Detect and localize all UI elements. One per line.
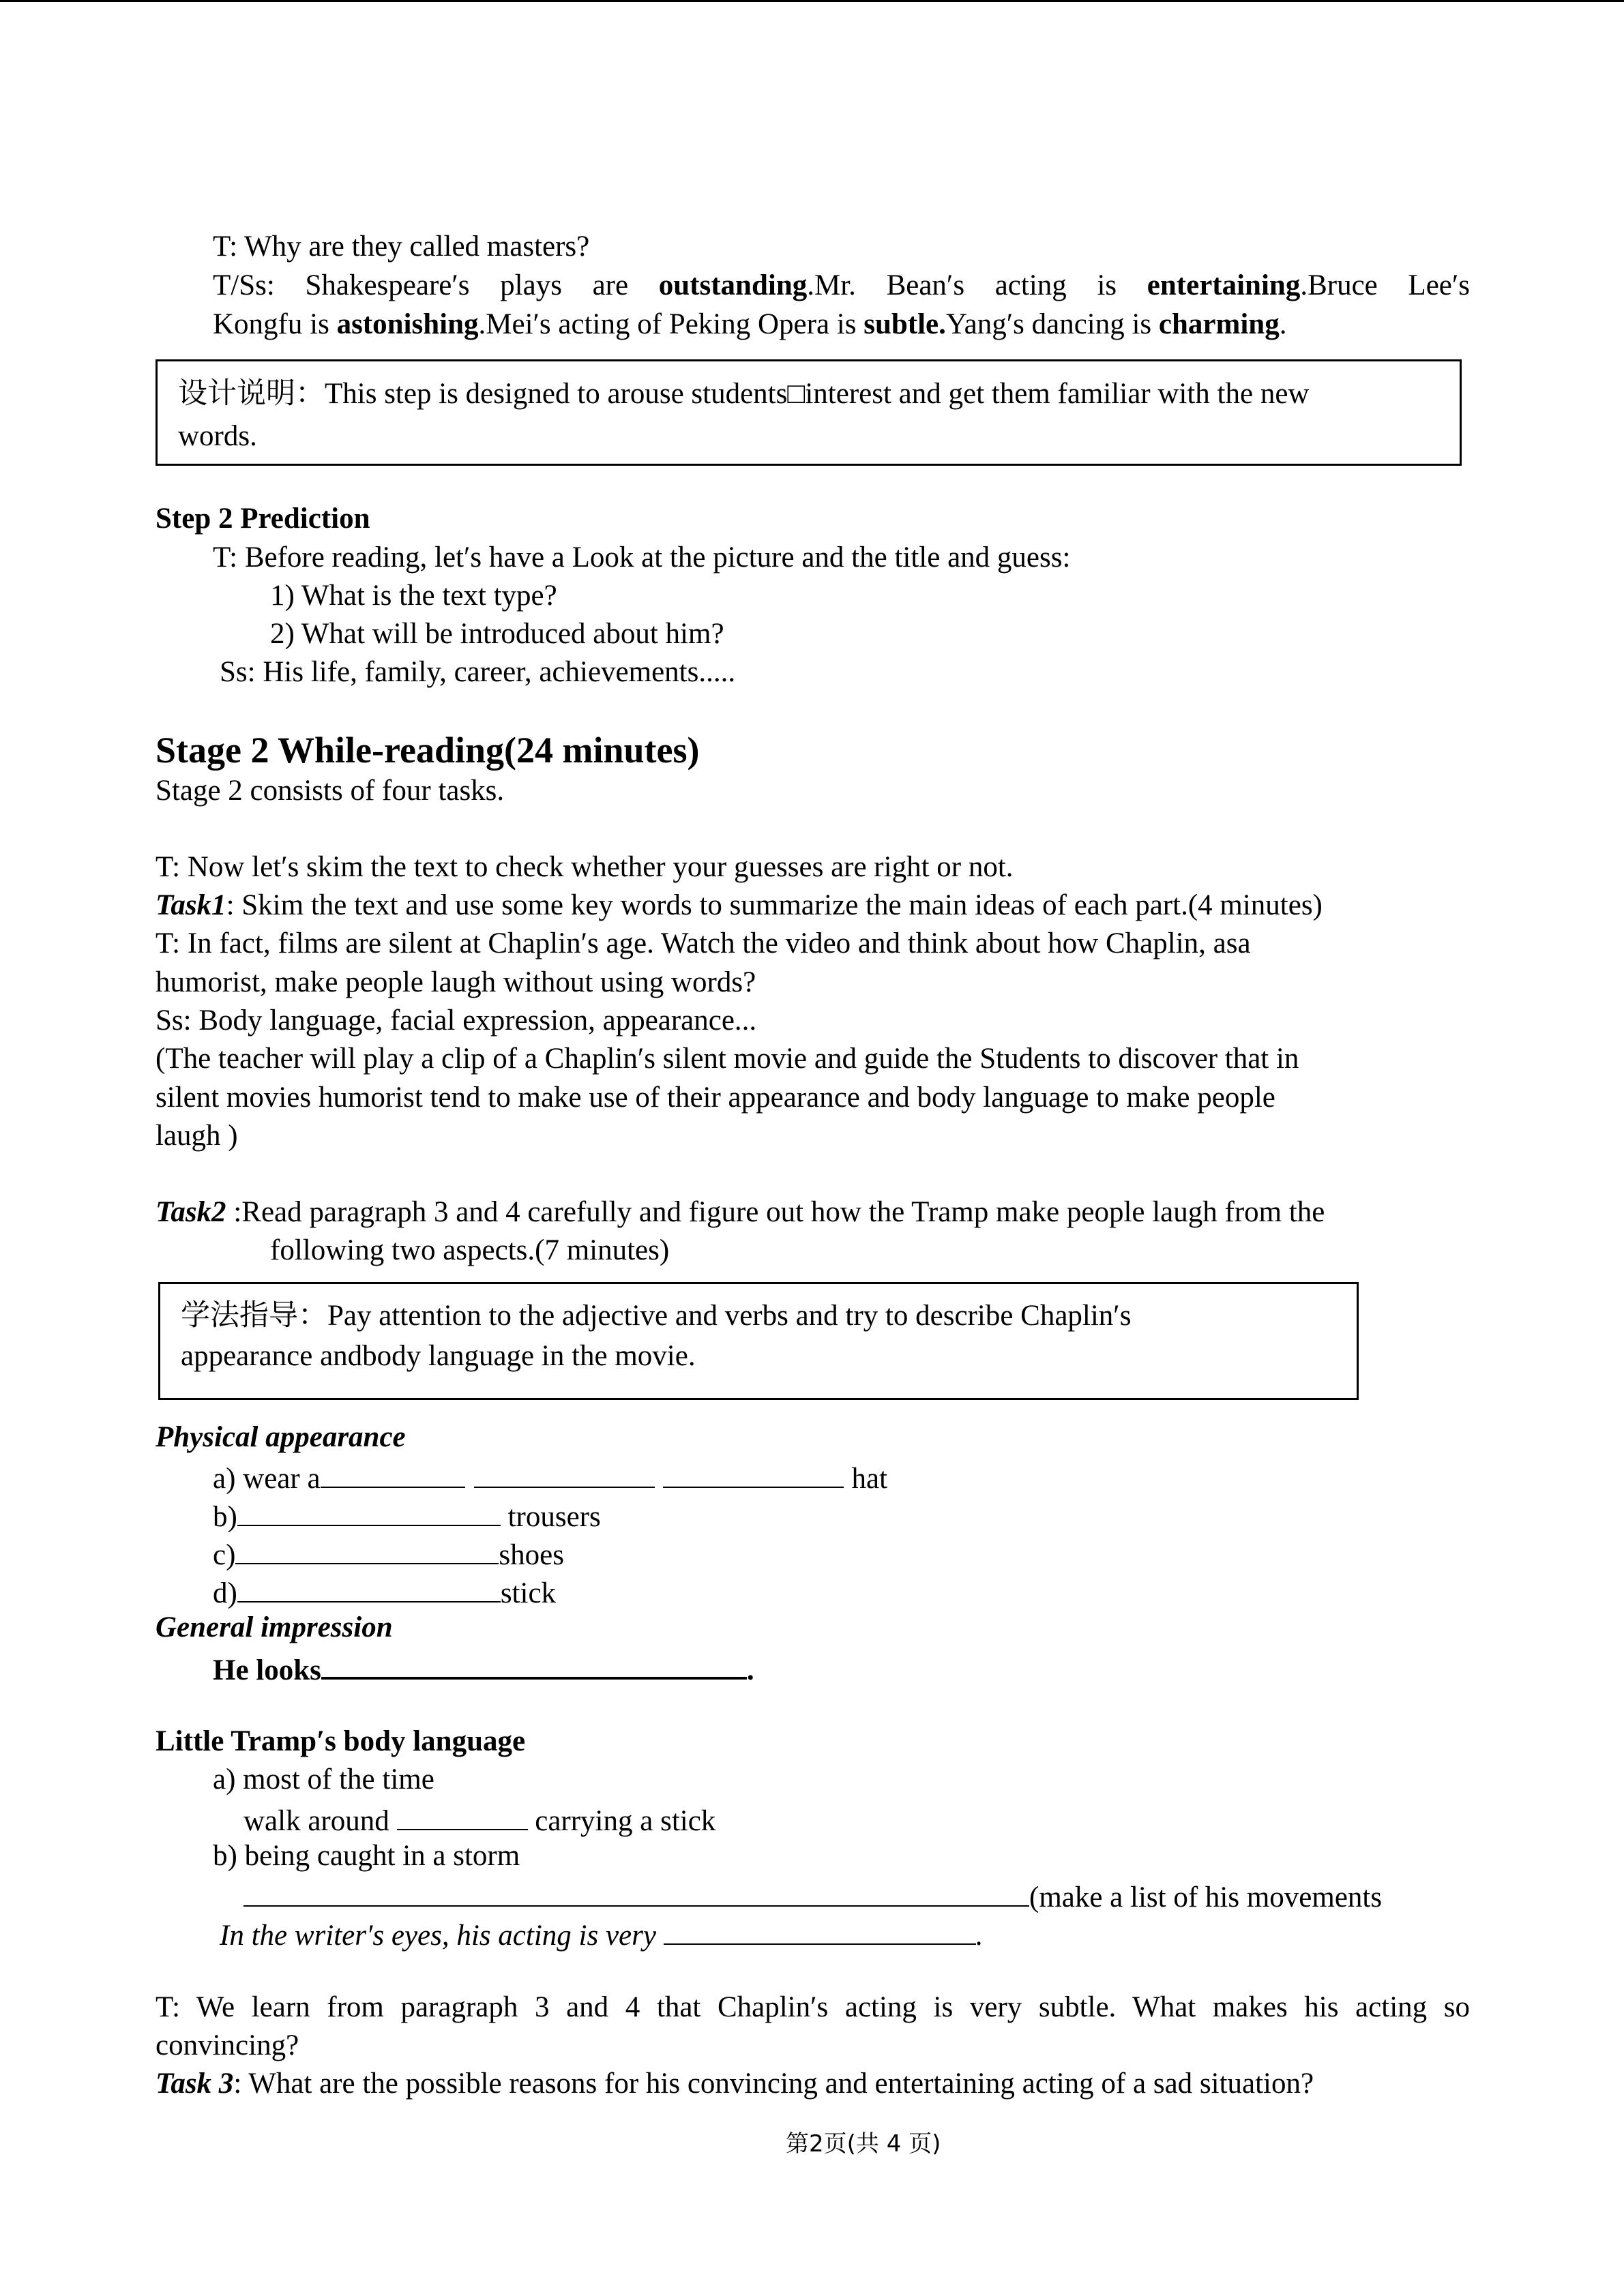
appearance-item-b: b) trousers: [213, 1499, 601, 1532]
appearance-item-c: c) shoes: [213, 1537, 564, 1570]
method-note-line2: appearance andbody language in the movie.: [181, 1340, 696, 1372]
page-footer: 第2页(共 4 页): [786, 2130, 941, 2158]
blank-movements[interactable]: [243, 1879, 1029, 1907]
task2-label: Task2: [156, 1196, 226, 1228]
task2-line: Task2 :Read paragraph 3 and 4 carefully and figure out how the Tramp make people laugh from the: [156, 1196, 1325, 1228]
body-language-walk-line: walk around carrying a stick: [243, 1803, 715, 1836]
step2-question-2: 2) What will be introduced about him?: [270, 618, 724, 650]
blank-writer[interactable]: [664, 1918, 976, 1945]
blank-a3[interactable]: [663, 1461, 844, 1488]
general-impression-heading: General impression: [156, 1611, 393, 1643]
blank-a2[interactable]: [474, 1461, 655, 1488]
step2-question-1: 1) What is the text type?: [270, 580, 557, 612]
step2-heading: Step 2 Prediction: [156, 503, 370, 535]
design-note-box: [156, 359, 1462, 466]
blank-c[interactable]: [235, 1537, 499, 1564]
task3-intro-line1: T: We learn from paragraph 3 and 4 that Chaplin′s acting is very subtle. What makes his acting so: [156, 1991, 1470, 2023]
method-note-box: [158, 1282, 1359, 1400]
teacher-note-line2: silent movies humorist tend to make use of their appearance and body language to make people: [156, 1082, 1275, 1114]
task1-label: Task1: [156, 889, 226, 921]
masters-answer-line2: Kongfu is astonishing.Mei′s acting of Peking Opera is subtle.Yang′s dancing is charming.: [213, 308, 1287, 340]
design-note-label: 设计说明：: [178, 378, 325, 410]
blank-b[interactable]: [237, 1499, 501, 1526]
task3-label: Task 3: [156, 2068, 234, 2100]
task3-intro-line2: convincing?: [156, 2029, 299, 2061]
masters-question: T: Why are they called masters?: [213, 230, 590, 263]
blank-d[interactable]: [237, 1575, 501, 1602]
stage2-skim-instruction: T: Now let′s skim the text to check whether your guesses are right or not.: [156, 851, 1014, 883]
silent-film-line1: T: In fact, films are silent at Chaplin′s age. Watch the video and think about how Chaplin, asa: [156, 927, 1251, 959]
task1-line: Task1: Skim the text and use some key words to summarize the main ideas of each part.(4 minutes): [156, 889, 1323, 921]
blank-looks[interactable]: [321, 1651, 747, 1680]
step2-teacher-prompt: T: Before reading, let′s have a Look at the picture and the title and guess:: [213, 541, 1071, 573]
blank-a1[interactable]: [321, 1461, 465, 1488]
stage2-intro: Stage 2 consists of four tasks.: [156, 775, 505, 807]
method-note-line1: 学法指导：Pay attention to the adjective and verbs and try to describe Chaplin′s: [181, 1300, 1132, 1332]
body-language-item-b: b) being caught in a storm: [213, 1840, 520, 1872]
appearance-item-d: d) stick: [213, 1575, 556, 1608]
writer-opinion-line: In the writer′s eyes, his acting is very .: [220, 1918, 983, 1950]
masters-answer-line1: T/Ss: Shakespeare′s plays are outstanding.Mr. Bean′s acting is entertaining.Bruce Lee′s: [213, 269, 1471, 301]
task2-line2: following two aspects.(7 minutes): [270, 1234, 670, 1266]
ss-body-language-answer: Ss: Body language, facial expression, appearance...: [156, 1004, 757, 1037]
blank-walk[interactable]: [397, 1803, 528, 1830]
body-language-item-a: a) most of the time: [213, 1763, 434, 1795]
silent-film-line2: humorist, make people laugh without using words?: [156, 966, 756, 998]
step2-answer: Ss: His life, family, career, achievements.....: [220, 656, 736, 688]
appearance-item-a: a) wear a hat: [213, 1461, 887, 1493]
top-border-rule: [0, 0, 1624, 2]
stage2-heading: Stage 2 While-reading(24 minutes): [156, 730, 700, 771]
design-note-line1: 设计说明：This step is designed to arouse students□interest and get them familiar with the new: [178, 378, 1310, 410]
design-note-line2: words.: [178, 420, 257, 452]
physical-appearance-heading: Physical appearance: [156, 1421, 406, 1453]
teacher-note-line1: (The teacher will play a clip of a Chaplin′s silent movie and guide the Students to discover that in: [156, 1043, 1299, 1075]
storm-movements-line: (make a list of his movements: [243, 1879, 1382, 1912]
body-language-heading: Little Tramp′s body language: [156, 1725, 526, 1757]
method-note-label: 学法指导：: [181, 1300, 327, 1332]
teacher-note-line3: laugh ): [156, 1120, 238, 1152]
task3-line: Task 3: What are the possible reasons for his convincing and entertaining acting of a sad situation?: [156, 2068, 1314, 2100]
general-impression-line: He looks .: [213, 1651, 754, 1685]
